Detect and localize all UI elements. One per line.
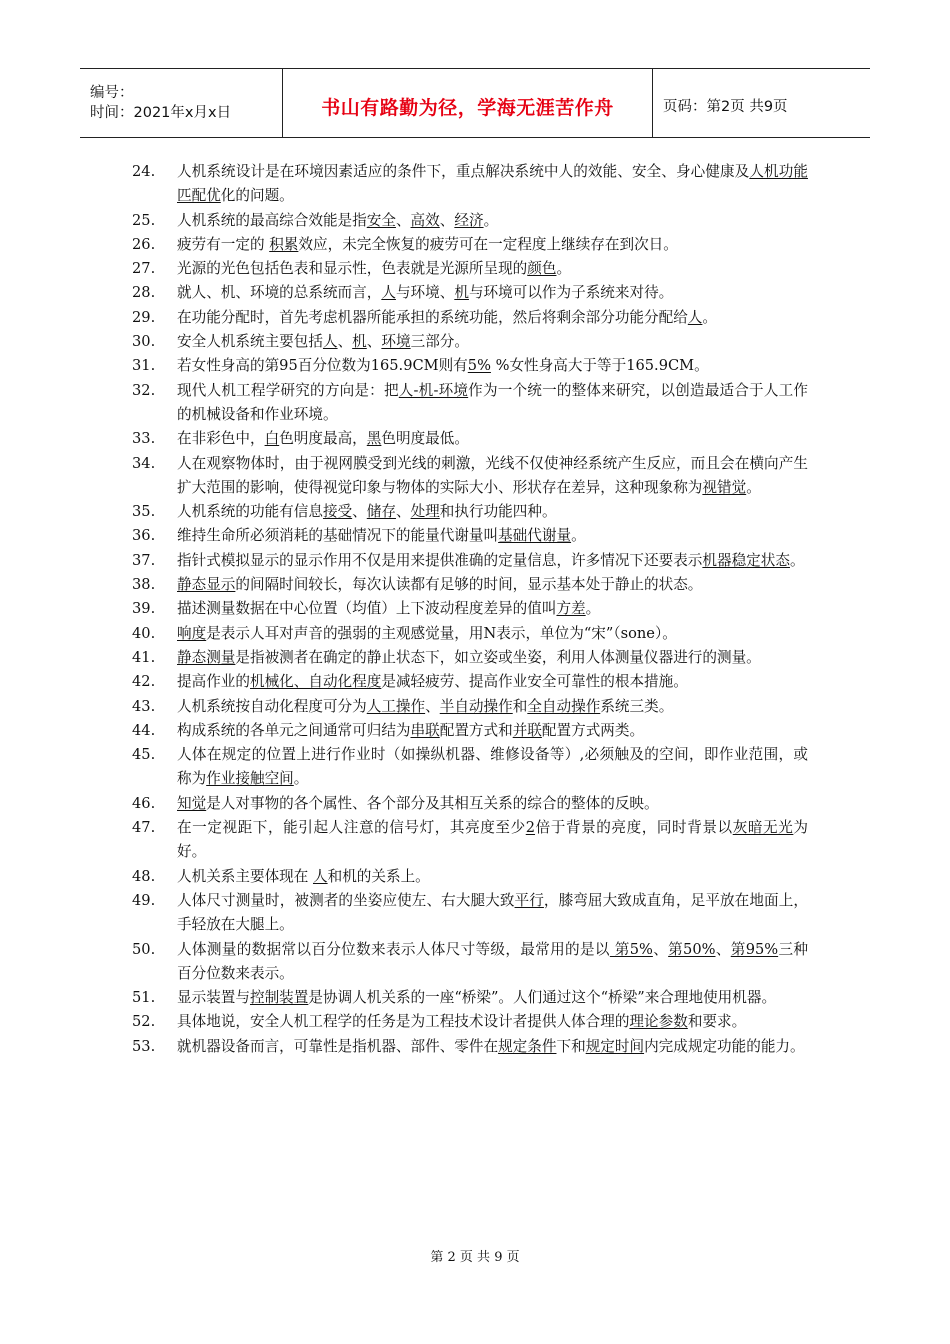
text-segment: 配置方式两类。 bbox=[541, 721, 645, 739]
list-item bbox=[132, 889, 808, 938]
text-segment: 系统三类。 bbox=[600, 697, 674, 715]
text-segment: 人机系统按自动化程度可分为 bbox=[177, 697, 367, 715]
text-segment: 是减轻疲劳、提高作业安全可靠性的根本措施。 bbox=[381, 673, 688, 691]
text-segment: 在一定视距下，能引起人注意的信号灯，其亮度至少 bbox=[177, 819, 526, 837]
item-number: 42. bbox=[132, 673, 156, 691]
item-number: 49. bbox=[132, 891, 156, 909]
list-item bbox=[132, 792, 808, 816]
text-segment: 安全人机系统主要包括 bbox=[177, 333, 323, 351]
document-number-label: 编号： bbox=[90, 85, 134, 101]
answer-blank: 颜色 bbox=[527, 260, 557, 278]
list-item bbox=[132, 330, 808, 354]
item-number: 34. bbox=[132, 454, 156, 472]
text-segment: 与环境、 bbox=[395, 284, 455, 302]
text-segment: 就人、机、环境的总系统而言， bbox=[177, 284, 382, 302]
answer-blank: 环境 bbox=[381, 333, 411, 351]
page-footer: 第 2 页 共 9 页 bbox=[430, 1250, 520, 1265]
answer-blank: 作业接触空间 bbox=[206, 770, 294, 788]
answer-blank: 处理 bbox=[410, 503, 440, 521]
text-segment: 内完成规定功能的能力。 bbox=[644, 1037, 805, 1055]
item-text bbox=[177, 792, 808, 816]
text-segment: 。 bbox=[293, 770, 309, 788]
list-item bbox=[132, 1010, 808, 1034]
item-text bbox=[177, 743, 808, 792]
text-segment: 构成系统的各单元之间通常可归结为 bbox=[177, 721, 411, 739]
item-text bbox=[177, 865, 808, 889]
item-text bbox=[177, 695, 808, 719]
text-segment: 在非彩色中， bbox=[177, 430, 265, 448]
list-item bbox=[132, 379, 808, 428]
document-date: 时间：2021年x月x日 bbox=[90, 105, 232, 121]
list-item bbox=[132, 452, 808, 501]
list-item bbox=[132, 160, 808, 209]
text-segment: 。 bbox=[571, 527, 586, 545]
text-segment: 人体尺寸测量时，被测者的坐姿应使左、右大腿大致 bbox=[177, 891, 515, 909]
question-list bbox=[132, 160, 808, 1059]
text-segment: 维持生命所必须消耗的基础情况下的能量代谢量叫 bbox=[177, 527, 499, 545]
item-number: 28. bbox=[132, 284, 156, 302]
answer-blank: 高效 bbox=[410, 211, 440, 229]
answer-blank: 机 bbox=[352, 333, 367, 351]
answer-blank: 规定时间 bbox=[585, 1037, 645, 1055]
list-item bbox=[132, 233, 808, 257]
answer-blank: 人 bbox=[381, 284, 396, 302]
list-item bbox=[132, 306, 808, 330]
item-text bbox=[177, 281, 808, 305]
item-text bbox=[177, 379, 808, 428]
text-segment: 人机关系主要体现在 bbox=[177, 867, 313, 885]
text-segment: 人机系统的最高综合效能是指 bbox=[177, 211, 367, 229]
item-text bbox=[177, 670, 808, 694]
answer-blank: 人工操作 bbox=[366, 697, 426, 715]
item-number: 40. bbox=[132, 624, 156, 642]
text-segment: ，膝弯屈大致成直角，足平放在地面上，手轻放在大腿上。 bbox=[177, 891, 808, 934]
item-text bbox=[177, 354, 808, 378]
list-item bbox=[132, 865, 808, 889]
item-text bbox=[177, 257, 808, 281]
answer-blank: 2 bbox=[525, 819, 536, 837]
answer-blank: 人 bbox=[312, 867, 328, 885]
answer-blank: 机器稳定状态 bbox=[702, 551, 790, 569]
header-motto-cell bbox=[283, 69, 653, 137]
text-segment: 、 bbox=[715, 940, 731, 958]
text-segment: 下和 bbox=[556, 1037, 586, 1055]
header-motto: 书山有路勤为径，学海无涯苦作舟 bbox=[321, 96, 614, 119]
answer-blank: 人 bbox=[687, 308, 703, 326]
answer-blank: 5% bbox=[467, 357, 491, 375]
header-left-cell bbox=[80, 69, 283, 137]
answer-blank: 储存 bbox=[366, 503, 396, 521]
item-number: 30. bbox=[132, 333, 156, 351]
text-segment: 。 bbox=[483, 211, 499, 229]
answer-blank: 第50% bbox=[668, 940, 716, 958]
item-number: 48. bbox=[132, 867, 156, 885]
list-item bbox=[132, 549, 808, 573]
text-segment: 人体测量的数据常以百分位数来表示人体尺寸等级，最常用的是以 bbox=[177, 940, 610, 958]
item-text bbox=[177, 233, 808, 257]
list-item bbox=[132, 500, 808, 524]
text-segment: 。 bbox=[789, 551, 805, 569]
item-text bbox=[177, 573, 808, 597]
text-segment: 色明度最低。 bbox=[381, 430, 469, 448]
item-number: 39. bbox=[132, 600, 156, 618]
page-header bbox=[80, 68, 870, 138]
item-number: 47. bbox=[132, 819, 156, 837]
item-text bbox=[177, 306, 808, 330]
item-number: 37. bbox=[132, 551, 156, 569]
text-segment: 和机的关系上。 bbox=[327, 867, 430, 885]
answer-blank: 理论参数 bbox=[629, 1013, 688, 1031]
text-segment: 、 bbox=[366, 333, 382, 351]
text-segment: 为好。 bbox=[177, 819, 808, 861]
answer-blank: 白 bbox=[264, 430, 280, 448]
item-number: 45. bbox=[132, 746, 156, 764]
item-number: 46. bbox=[132, 794, 156, 812]
header-right-cell bbox=[653, 69, 870, 137]
text-segment: 、 bbox=[352, 503, 367, 521]
answer-blank: 积累 bbox=[269, 235, 299, 253]
item-number: 43. bbox=[132, 697, 156, 715]
item-number: 35. bbox=[132, 503, 156, 521]
text-segment: 人在观察物体时，由于视网膜受到光线的刺激，光线不仅使神经系统产生反应，而且会在横向产生扩大范围的影响，使得视觉印象与物体的实际大小、形状存在差异，这种现象称为 bbox=[177, 454, 808, 496]
list-item bbox=[132, 427, 808, 451]
text-segment: 现代人机工程学研究的方向是：把 bbox=[177, 381, 399, 399]
text-segment: 人机系统的功能有信息 bbox=[177, 503, 323, 521]
text-segment: 。 bbox=[702, 308, 718, 326]
answer-blank: 人 bbox=[322, 333, 338, 351]
text-segment: 人体在规定的位置上进行作业时（如操纵机器、维修设备等）,必须触及的空间，即作业范围，或称为 bbox=[177, 746, 808, 788]
item-text bbox=[177, 427, 808, 451]
list-item bbox=[132, 670, 808, 694]
list-item bbox=[132, 209, 808, 233]
answer-blank: 静态测量 bbox=[177, 648, 236, 666]
item-text bbox=[177, 549, 808, 573]
text-segment: 就机器设备而言，可靠性是指机器、部件、零件在 bbox=[177, 1037, 499, 1055]
text-segment: 疲劳有一定的 bbox=[177, 235, 270, 253]
item-text bbox=[177, 330, 808, 354]
item-text bbox=[177, 209, 808, 233]
list-item bbox=[132, 743, 808, 792]
item-number: 31. bbox=[132, 357, 156, 375]
text-segment: 人机系统设计是在环境因素适应的条件下，重点解决系统中人的效能、安全、身心健康及 bbox=[177, 163, 750, 180]
list-item bbox=[132, 816, 808, 865]
item-number: 27. bbox=[132, 260, 156, 278]
item-number: 24. bbox=[132, 163, 156, 180]
list-item bbox=[132, 986, 808, 1010]
text-segment: 作为一个统一的整体来研究，以创造最适合于人工作的机械设备和作业环境。 bbox=[177, 381, 808, 423]
header-page-number: 页码：第2页 共9页 bbox=[663, 98, 788, 115]
text-segment: 具体地说，安全人机工程学的任务是为工程技术设计者提供人体合理的 bbox=[177, 1013, 630, 1031]
text-segment: 。 bbox=[585, 600, 601, 618]
list-item bbox=[132, 524, 808, 548]
answer-blank: 灰暗无光 bbox=[732, 819, 794, 837]
list-item bbox=[132, 622, 808, 646]
answer-blank: 机 bbox=[454, 284, 469, 302]
item-number: 26. bbox=[132, 235, 156, 253]
text-segment: 倍于背景的亮度，同时背景以 bbox=[535, 819, 733, 837]
item-number: 25. bbox=[132, 211, 156, 229]
text-segment: 与环境可以作为子系统来对待。 bbox=[468, 284, 674, 302]
item-number: 50. bbox=[132, 940, 156, 958]
text-segment: 和执行功能四种。 bbox=[439, 503, 557, 521]
text-segment: 、 bbox=[337, 333, 353, 351]
text-segment: 和 bbox=[512, 697, 528, 715]
answer-blank: 静态显示 bbox=[177, 576, 236, 594]
answer-blank: 第95% bbox=[730, 940, 779, 958]
text-segment: 显示装置与 bbox=[177, 989, 250, 1007]
list-item bbox=[132, 719, 808, 743]
text-segment: 若女性身高的第95百分位数为165.9CM则有 bbox=[177, 357, 468, 375]
text-segment: 。 bbox=[746, 478, 761, 496]
item-number: 52. bbox=[132, 1013, 156, 1031]
text-segment: %女性身高大于等于165.9CM。 bbox=[490, 357, 709, 375]
text-segment: 。 bbox=[556, 260, 572, 278]
list-item bbox=[132, 938, 808, 987]
item-number: 36. bbox=[132, 527, 156, 545]
item-number: 33. bbox=[132, 430, 156, 448]
answer-blank: 规定条件 bbox=[498, 1037, 557, 1055]
item-text bbox=[177, 452, 808, 501]
answer-blank: 经济 bbox=[454, 211, 484, 229]
answer-blank: 安全 bbox=[366, 211, 396, 229]
text-segment: 、 bbox=[425, 697, 440, 715]
item-number: 53. bbox=[132, 1037, 156, 1055]
text-segment: 在功能分配时，首先考虑机器所能承担的系统功能，然后将剩余部分功能分配给 bbox=[177, 308, 688, 326]
answer-blank: 接受 bbox=[322, 503, 353, 521]
item-text bbox=[177, 889, 808, 938]
text-segment: 效应，未完全恢复的疲劳可在一定程度上继续存在到次日。 bbox=[298, 235, 678, 253]
item-text bbox=[177, 986, 808, 1010]
item-text bbox=[177, 719, 808, 743]
answer-blank: 控制装置 bbox=[249, 989, 309, 1007]
text-segment: 、 bbox=[395, 211, 411, 229]
list-item bbox=[132, 597, 808, 621]
item-text bbox=[177, 1035, 808, 1059]
answer-blank: 视错觉 bbox=[702, 478, 747, 496]
text-segment: 是指被测者在确定的静止状态下，如立姿或坐姿，利用人体测量仪器进行的测量。 bbox=[235, 648, 761, 666]
item-number: 44. bbox=[132, 721, 156, 739]
answer-blank: 知觉 bbox=[177, 794, 207, 812]
answer-blank: 并联 bbox=[512, 721, 542, 739]
text-segment: 光源的光色包括色表和显示性，色表就是光源所呈现的 bbox=[177, 260, 528, 278]
text-segment: 的间隔时间较长，每次认读都有足够的时间，显示基本处于静止的状态。 bbox=[235, 576, 703, 594]
text-segment: 和要求。 bbox=[687, 1013, 747, 1031]
list-item bbox=[132, 354, 808, 378]
answer-blank: 人-机-环境 bbox=[398, 381, 469, 399]
text-segment: 、 bbox=[652, 940, 669, 958]
list-item bbox=[132, 646, 808, 670]
answer-blank: 基础代谢量 bbox=[498, 527, 572, 545]
answer-blank: 黑 bbox=[366, 430, 382, 448]
item-text bbox=[177, 1010, 808, 1034]
item-text bbox=[177, 160, 808, 209]
answer-blank: 响度 bbox=[177, 624, 207, 642]
item-number: 41. bbox=[132, 648, 156, 666]
item-text bbox=[177, 622, 808, 646]
list-item bbox=[132, 573, 808, 597]
item-number: 32. bbox=[132, 381, 156, 399]
list-item bbox=[132, 257, 808, 281]
text-segment: 化的问题。 bbox=[220, 187, 294, 205]
answer-blank: 平行 bbox=[514, 891, 544, 909]
item-text bbox=[177, 816, 808, 865]
item-number: 38. bbox=[132, 576, 156, 594]
text-segment: 三部分。 bbox=[410, 333, 469, 351]
list-item bbox=[132, 281, 808, 305]
item-text bbox=[177, 597, 808, 621]
list-item bbox=[132, 695, 808, 719]
item-text bbox=[177, 524, 808, 548]
text-segment: 、 bbox=[395, 503, 411, 521]
text-segment: 是表示人耳对声音的强弱的主观感觉量，用N表示，单位为“宋”（sone）。 bbox=[206, 624, 677, 642]
text-segment: 是协调人机关系的一座“桥梁”。人们通过这个“桥梁”来合理地使用机器。 bbox=[308, 989, 777, 1007]
text-segment: 提高作业的 bbox=[177, 673, 250, 691]
item-number: 51. bbox=[132, 989, 156, 1007]
item-text bbox=[177, 500, 808, 524]
text-segment: 三种百分位数来表示。 bbox=[177, 940, 808, 982]
item-number: 29. bbox=[132, 308, 156, 326]
item-text bbox=[177, 938, 808, 987]
answer-blank: 机械化、自动化程度 bbox=[249, 673, 382, 691]
text-segment: 配置方式和 bbox=[439, 721, 513, 739]
list-item bbox=[132, 1035, 808, 1059]
answer-blank: 第5% bbox=[609, 940, 653, 958]
text-segment: 指针式模拟显示的显示作用不仅是用来提供准确的定量信息，许多情况下还要表示 bbox=[177, 551, 703, 569]
item-text bbox=[177, 646, 808, 670]
answer-blank: 半自动操作 bbox=[439, 697, 513, 715]
text-segment: 色明度最高， bbox=[279, 430, 367, 448]
text-segment: 、 bbox=[439, 211, 455, 229]
answer-blank: 人机功能匹配优 bbox=[177, 163, 808, 205]
answer-blank: 串联 bbox=[410, 721, 440, 739]
answer-blank: 全自动操作 bbox=[527, 697, 601, 715]
answer-blank: 方差 bbox=[556, 600, 586, 618]
text-segment: 是人对事物的各个属性、各个部分及其相互关系的综合的整体的反映。 bbox=[206, 794, 659, 812]
text-segment: 描述测量数据在中心位置（均值）上下波动程度差异的值叫 bbox=[177, 600, 557, 618]
